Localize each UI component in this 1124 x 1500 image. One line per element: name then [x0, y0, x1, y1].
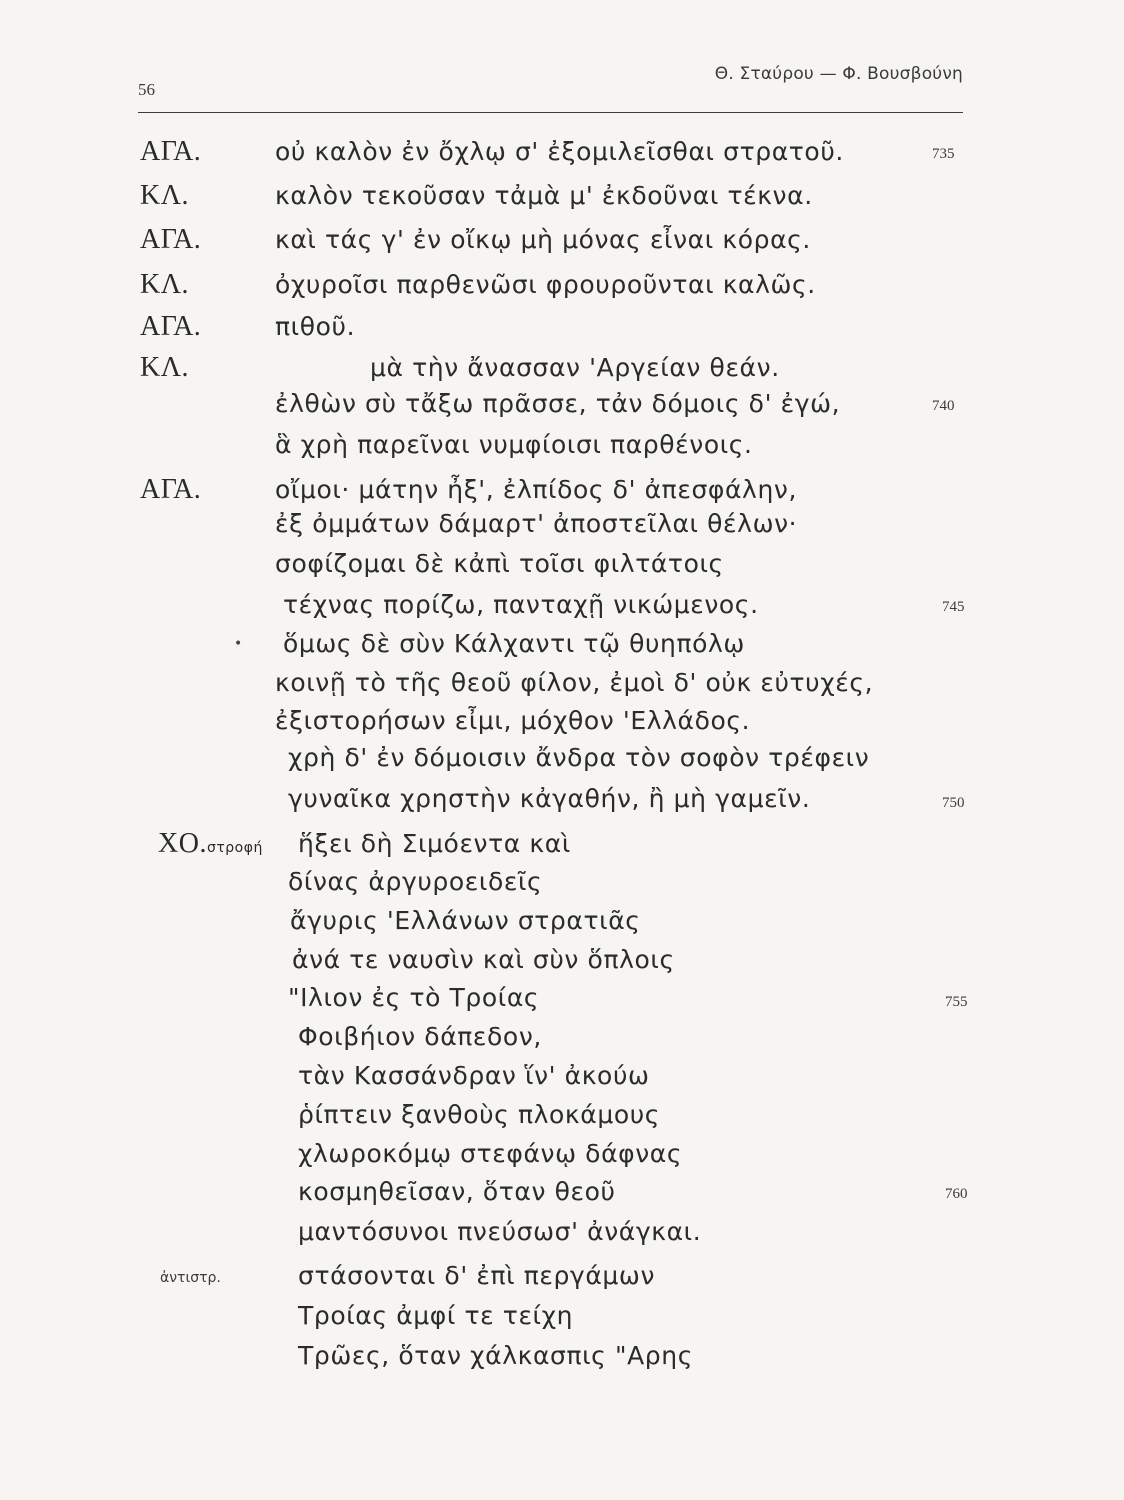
page-header — [138, 64, 963, 104]
speaker-label-main: ΧΟ. — [158, 828, 207, 859]
verse-text: σοφίζομαι δὲ κἀπὶ τοῖσι φιλτάτοις — [275, 549, 724, 578]
verse-text: Τρῶες, ὅταν χάλκασπις "Αρης — [298, 1341, 693, 1370]
antistrophe-label: ἀντιστρ. — [160, 1270, 221, 1286]
running-head: Θ. Σταύρου — Φ. Βουσβούνη — [714, 64, 963, 84]
verse-text: ὀχυροῖσι παρθενῶσι φρουροῦνται καλῶς. — [275, 270, 816, 299]
verse-text: οὐ καλὸν ἐν ὄχλῳ σ' ἐξομιλεῖσθαι στρατοῦ. — [275, 137, 844, 166]
line-number: 735 — [932, 146, 955, 162]
verse-text: "Ιλιον ἐς τὸ Τροίας — [288, 983, 540, 1012]
line-number: 750 — [942, 795, 965, 811]
line-number: 740 — [932, 398, 955, 414]
verse-text: Φοιβήιον δάπεδον, — [298, 1022, 542, 1051]
speaker-label: ΑΓΑ. — [140, 474, 202, 505]
verse-text: γυναῖκα χρηστὴν κἀγαθήν, ἢ μὴ γαμεῖν. — [288, 784, 811, 813]
verse-text: ῥίπτειν ξανθοὺς πλοκάμους — [298, 1100, 661, 1129]
page-number: 56 — [138, 80, 155, 99]
speaker-label — [158, 822, 263, 870]
speaker-label: ΚΛ. — [140, 269, 190, 300]
verse-text: οἴμοι· μάτην ἦξ', ἐλπίδος δ' ἀπεσφάλην, — [275, 475, 798, 504]
verse-text: πιθοῦ. — [275, 312, 356, 341]
verse-text: ὅμως δὲ σὺν Κάλχαντι τῷ θυηπόλῳ — [283, 629, 745, 658]
speaker-label: ΑΓΑ. — [140, 224, 202, 255]
verse-text: καλὸν τεκοῦσαν τἀμὰ μ' ἐκδοῦναι τέκνα. — [275, 181, 813, 210]
line-number: 755 — [945, 994, 968, 1010]
verse-text: κοσμηθεῖσαν, ὅταν θεοῦ — [298, 1177, 616, 1206]
verse-text: ἃ χρὴ παρεῖναι νυμφίοισι παρθένοις. — [275, 430, 753, 459]
verse-text: ἥξει δὴ Σιμόεντα καὶ — [298, 829, 571, 858]
header-rule — [138, 112, 963, 113]
speaker-label: ΑΓΑ. — [140, 136, 202, 167]
verse-text: τὰν Κασσάνδραν ἵν' ἀκούω — [298, 1061, 650, 1090]
verse-text: μαντόσυνοι πνεύσωσ' ἀνάγκαι. — [298, 1217, 702, 1246]
verse-text: στάσονται δ' ἐπὶ περγάμων — [298, 1261, 656, 1290]
verse-text: κοινῇ τὸ τῆς θεοῦ φίλον, ἐμοὶ δ' οὐκ εὐτυχές, — [275, 668, 874, 697]
verse-text: Τροίας ἀμφί τε τείχη — [298, 1301, 574, 1330]
margin-bullet: • — [234, 636, 243, 652]
verse-text: μὰ τὴν ἄνασσαν 'Αργείαν θεάν. — [370, 353, 780, 382]
line-number: 760 — [945, 1186, 968, 1202]
verse-text: ἄγυρις 'Ελλάνων στρατιᾶς — [290, 906, 641, 935]
speaker-label: ΚΛ. — [140, 180, 190, 211]
verse-text: χρὴ δ' ἐν δόμοισιν ἄνδρα τὸν σοφὸν τρέφειν — [288, 743, 870, 772]
verse-text: ἐξ ὀμμάτων δάμαρτ' ἀποστεῖλαι θέλων· — [275, 509, 798, 538]
speaker-label: ΚΛ. — [140, 352, 190, 383]
strophe-label: στροφή — [206, 840, 263, 856]
line-number: 745 — [942, 599, 965, 615]
verse-text: χλωροκόμῳ στεφάνῳ δάφνας — [298, 1139, 683, 1168]
verse-text: τέχνας πορίζω, πανταχῇ νικώμενος. — [283, 590, 759, 619]
verse-text: δίνας ἀργυροειδεῖς — [288, 867, 543, 896]
verse-text: καὶ τάς γ' ἐν οἴκῳ μὴ μόνας εἶναι κόρας. — [275, 225, 811, 254]
verse-text: ἀνά τε ναυσὶν καὶ σὺν ὅπλοις — [292, 945, 675, 974]
speaker-label: ΑΓΑ. — [140, 311, 202, 342]
verse-text: ἐλθὼν σὺ τἄξω πρᾶσσε, τἀν δόμοις δ' ἐγώ, — [275, 389, 841, 418]
verse-text: ἐξιστορήσων εἶμι, μόχθον 'Ελλάδος. — [275, 706, 751, 735]
